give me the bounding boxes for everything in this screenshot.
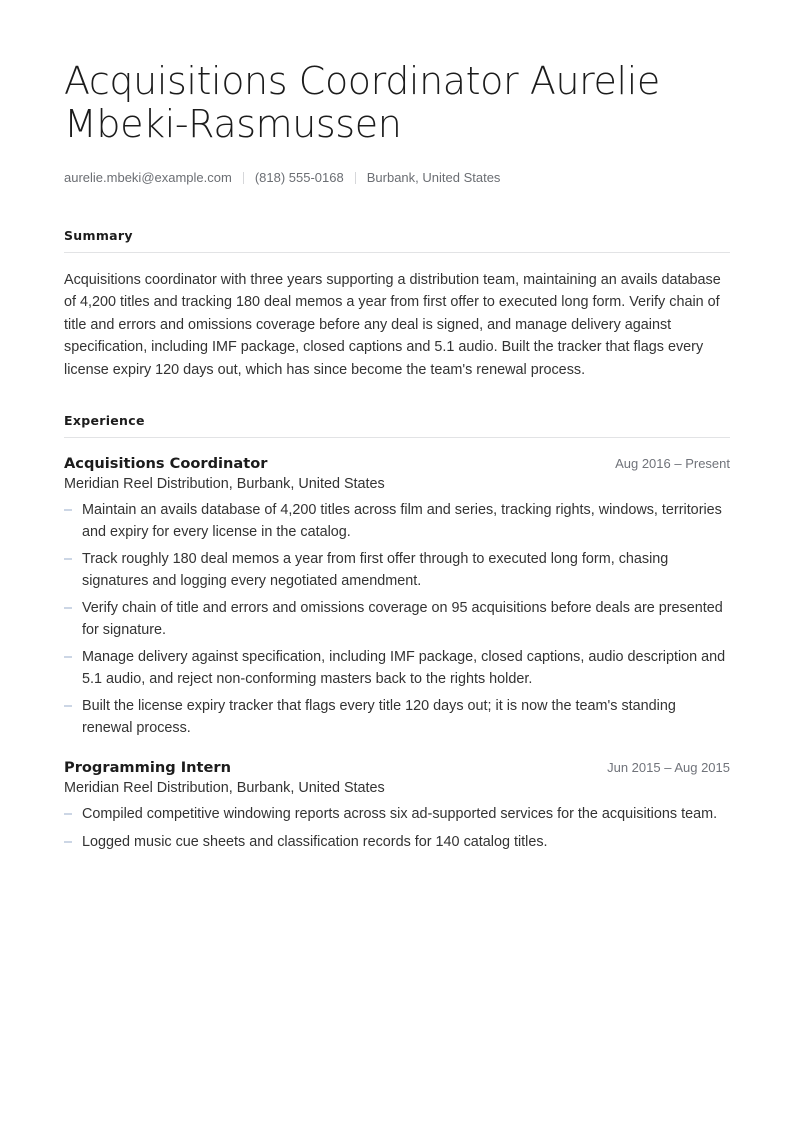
job-bullet <box>64 696 730 739</box>
summary-heading: Summary <box>64 228 730 253</box>
bullet-dash: – <box>64 806 73 823</box>
job-bullet <box>64 647 730 690</box>
bullet-dash: – <box>64 600 73 617</box>
bullet-text: Track roughly 180 deal memos a year from first offer through to executed long form, chasing signatures and logging every negotiated amendment. <box>82 551 669 589</box>
bullet-dash: – <box>64 551 73 568</box>
contact-email[interactable]: aurelie.mbeki@example.com <box>64 170 232 185</box>
contact-location: Burbank, United States <box>366 170 501 185</box>
summary-text: Acquisitions coordinator with three years supporting a distribution team, maintaining an avails database of 4,200 titles and tracking 180 deal memos a year from first offer to executed long form. Verify chain of title and errors and omissions coverage before any deal is signed, and manage delivery against specification, including IMF package, closed captions and 5.1 audio. Built the tracker that flags every license expiry 120 days out, which has since become the team's renewal process. <box>64 272 721 378</box>
contact-line <box>64 170 730 185</box>
job-dates: Aug 2016 – Present <box>615 456 730 472</box>
bullet-dash: – <box>64 698 73 715</box>
job-title: Acquisitions Coordinator <box>64 455 268 473</box>
bullet-dash: – <box>64 649 73 666</box>
job-header <box>64 759 730 776</box>
bullet-text: Built the license expiry tracker that flags every title 120 days out; it is now the team's standing renewal process. <box>82 698 676 736</box>
job-bullet <box>64 804 730 826</box>
job-company: Meridian Reel Distribution, Burbank, United States <box>64 780 385 797</box>
bullet-dash: – <box>64 833 73 850</box>
job-entry <box>64 759 730 853</box>
job-entry <box>64 455 730 739</box>
job-bullet <box>64 598 730 641</box>
bullet-text: Manage delivery against specification, including IMF package, closed captions, audio description and 5.1 audio, and reject non-conforming masters back to the rights holder. <box>82 649 726 687</box>
job-bullet <box>64 832 730 854</box>
summary-section <box>64 228 730 381</box>
job-bullets <box>64 500 730 739</box>
bullet-text: Verify chain of title and errors and omissions coverage on 95 acquisitions before deals are presented for signature. <box>82 600 723 638</box>
contact-separator <box>355 172 356 184</box>
job-bullet <box>64 500 730 543</box>
candidate-name: Acquisitions Coordinator Aurelie Mbeki-Rasmussen <box>64 59 660 146</box>
job-bullet <box>64 549 730 592</box>
contact-separator <box>243 172 244 184</box>
job-company: Meridian Reel Distribution, Burbank, United States <box>64 476 385 493</box>
experience-section <box>64 413 730 853</box>
job-header <box>64 455 730 472</box>
bullet-dash: – <box>64 502 73 519</box>
job-title: Programming Intern <box>64 759 232 777</box>
bullet-text: Maintain an avails database of 4,200 titles across film and series, tracking rights, windows, territories and expiry for every license in the catalog. <box>82 502 722 540</box>
job-bullets <box>64 804 730 853</box>
job-dates: Jun 2015 – Aug 2015 <box>607 760 730 776</box>
bullet-text: Logged music cue sheets and classification records for 140 catalog titles. <box>82 833 548 850</box>
contact-phone[interactable]: (818) 555-0168 <box>254 170 344 185</box>
experience-heading: Experience <box>64 413 730 438</box>
bullet-text: Compiled competitive windowing reports across six ad-supported services for the acquisitions team. <box>82 806 718 823</box>
